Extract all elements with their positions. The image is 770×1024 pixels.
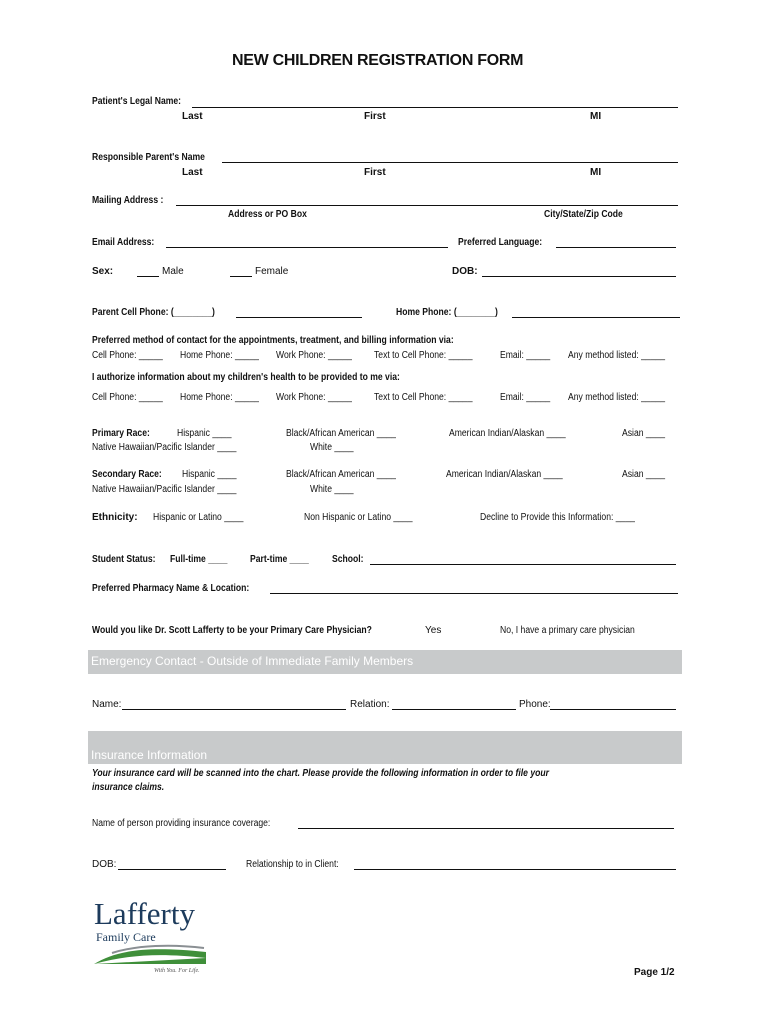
patient-name-label: Patient's Legal Name: — [92, 96, 182, 107]
insurance-provider-label: Name of person providing insurance coverage: — [92, 818, 271, 829]
sex-label: Sex: — [92, 266, 114, 277]
insurance-relationship-field[interactable] — [354, 858, 676, 870]
pharmacy-label: Preferred Pharmacy Name & Location: — [92, 583, 250, 594]
insurance-heading: Insurance Information — [91, 748, 208, 762]
insurance-dob-label: DOB: — [92, 859, 117, 870]
emergency-phone-field[interactable] — [550, 698, 676, 710]
insurance-provider-field[interactable] — [298, 817, 674, 829]
patient-last-hint: Last — [182, 111, 203, 122]
male-checkbox[interactable] — [137, 265, 159, 277]
emergency-name-label: Name: — [92, 699, 122, 710]
insurance-band — [88, 731, 682, 764]
contact-pref-work[interactable]: Work Phone: _____ — [276, 350, 352, 361]
home-phone-label: Home Phone: (________) — [396, 307, 498, 318]
secondary-race-white[interactable]: White ____ — [310, 484, 354, 495]
page-number: Page 1/2 — [634, 967, 675, 978]
male-label: Male — [162, 266, 184, 277]
parent-name-field[interactable] — [222, 151, 678, 163]
parent-cell-phone-field[interactable] — [236, 306, 362, 318]
authorize-heading: I authorize information about my children's health to be provided to me via: — [92, 372, 400, 383]
page-title: NEW CHILDREN REGISTRATION FORM — [232, 52, 524, 69]
ethnicity-decline[interactable]: Decline to Provide this Information: ____ — [480, 512, 635, 523]
primary-race-white[interactable]: White ____ — [310, 442, 354, 453]
primary-race-label: Primary Race: — [92, 428, 150, 439]
contact-pref-home[interactable]: Home Phone: _____ — [180, 350, 259, 361]
insurance-relationship-label: Relationship to in Client: — [246, 859, 339, 870]
patient-mi-hint: MI — [590, 111, 602, 122]
primary-race-american-indian[interactable]: American Indian/Alaskan ____ — [449, 428, 566, 439]
email-label: Email Address: — [92, 237, 155, 248]
authorize-cell[interactable]: Cell Phone: _____ — [92, 392, 163, 403]
secondary-race-hispanic[interactable]: Hispanic ____ — [182, 469, 237, 480]
primary-race-hispanic[interactable]: Hispanic ____ — [177, 428, 232, 439]
primary-race-native[interactable]: Native Hawaiian/Pacific Islander ____ — [92, 442, 237, 453]
authorize-work[interactable]: Work Phone: _____ — [276, 392, 352, 403]
email-field[interactable] — [166, 236, 448, 248]
patient-name-field[interactable] — [192, 96, 678, 108]
secondary-race-black[interactable]: Black/African American ____ — [286, 469, 396, 480]
secondary-race-american-indian[interactable]: American Indian/Alaskan ____ — [446, 469, 563, 480]
parent-mi-hint: MI — [590, 167, 602, 178]
insurance-note-line2: insurance claims. — [92, 782, 165, 793]
female-label: Female — [255, 266, 289, 277]
logo-swoosh-icon — [92, 944, 208, 966]
school-label: School: — [332, 554, 364, 565]
emergency-contact-band — [88, 650, 682, 674]
home-phone-field[interactable] — [512, 306, 680, 318]
parent-first-hint: First — [364, 167, 386, 178]
preferred-language-field[interactable] — [556, 236, 676, 248]
insurance-note-line1: Your insurance card will be scanned into the chart. Please provide the following information in order to file your — [92, 768, 549, 779]
parent-name-label: Responsible Parent's Name — [92, 152, 205, 163]
emergency-name-field[interactable] — [122, 698, 346, 710]
female-checkbox[interactable] — [230, 265, 252, 277]
logo-tagline: With You. For Life. — [154, 968, 200, 974]
emergency-relation-field[interactable] — [392, 698, 516, 710]
parent-last-hint: Last — [182, 167, 203, 178]
student-status-label: Student Status: — [92, 554, 156, 565]
patient-first-hint: First — [364, 111, 386, 122]
logo-name: Lafferty — [94, 896, 195, 931]
address-hint: Address or PO Box — [228, 209, 307, 220]
school-field[interactable] — [370, 553, 676, 565]
authorize-email[interactable]: Email: _____ — [500, 392, 551, 403]
emergency-relation-label: Relation: — [350, 699, 390, 710]
secondary-race-asian[interactable]: Asian ____ — [622, 469, 666, 480]
authorize-text[interactable]: Text to Cell Phone: _____ — [374, 392, 473, 403]
ethnicity-non-hispanic[interactable]: Non Hispanic or Latino ____ — [304, 512, 413, 523]
insurance-dob-field[interactable] — [118, 858, 226, 870]
mailing-address-label: Mailing Address : — [92, 195, 164, 206]
pcp-yes-option[interactable]: Yes — [425, 625, 442, 636]
student-full-time[interactable]: Full-time ____ — [170, 554, 228, 565]
primary-race-black[interactable]: Black/African American ____ — [286, 428, 396, 439]
mailing-address-field[interactable] — [176, 194, 678, 206]
primary-race-asian[interactable]: Asian ____ — [622, 428, 666, 439]
emergency-contact-heading: Emergency Contact - Outside of Immediate Family Members — [91, 654, 414, 668]
contact-pref-text[interactable]: Text to Cell Phone: _____ — [374, 350, 473, 361]
dob-field[interactable] — [482, 265, 676, 277]
authorize-any[interactable]: Any method listed: _____ — [568, 392, 666, 403]
dob-label: DOB: — [452, 266, 478, 277]
contact-pref-heading: Preferred method of contact for the appointments, treatment, and billing information via: — [92, 335, 454, 346]
pharmacy-field[interactable] — [270, 582, 678, 594]
ethnicity-label: Ethnicity: — [92, 512, 138, 523]
authorize-home[interactable]: Home Phone: _____ — [180, 392, 259, 403]
contact-pref-cell[interactable]: Cell Phone: _____ — [92, 350, 163, 361]
emergency-phone-label: Phone: — [519, 699, 551, 710]
pcp-no-option[interactable]: No, I have a primary care physician — [500, 625, 635, 636]
secondary-race-native[interactable]: Native Hawaiian/Pacific Islander ____ — [92, 484, 237, 495]
secondary-race-label: Secondary Race: — [92, 469, 162, 480]
contact-pref-any[interactable]: Any method listed: _____ — [568, 350, 666, 361]
city-state-zip-hint: City/State/Zip Code — [544, 209, 623, 220]
preferred-language-label: Preferred Language: — [458, 237, 543, 248]
ethnicity-hispanic[interactable]: Hispanic or Latino ____ — [153, 512, 244, 523]
pcp-question: Would you like Dr. Scott Lafferty to be your Primary Care Physician? — [92, 625, 372, 636]
student-part-time[interactable]: Part-time ____ — [250, 554, 309, 565]
parent-cell-phone-label: Parent Cell Phone: (________) — [92, 307, 215, 318]
logo-subtitle: Family Care — [96, 930, 156, 944]
lafferty-logo — [92, 898, 222, 982]
contact-pref-email[interactable]: Email: _____ — [500, 350, 551, 361]
